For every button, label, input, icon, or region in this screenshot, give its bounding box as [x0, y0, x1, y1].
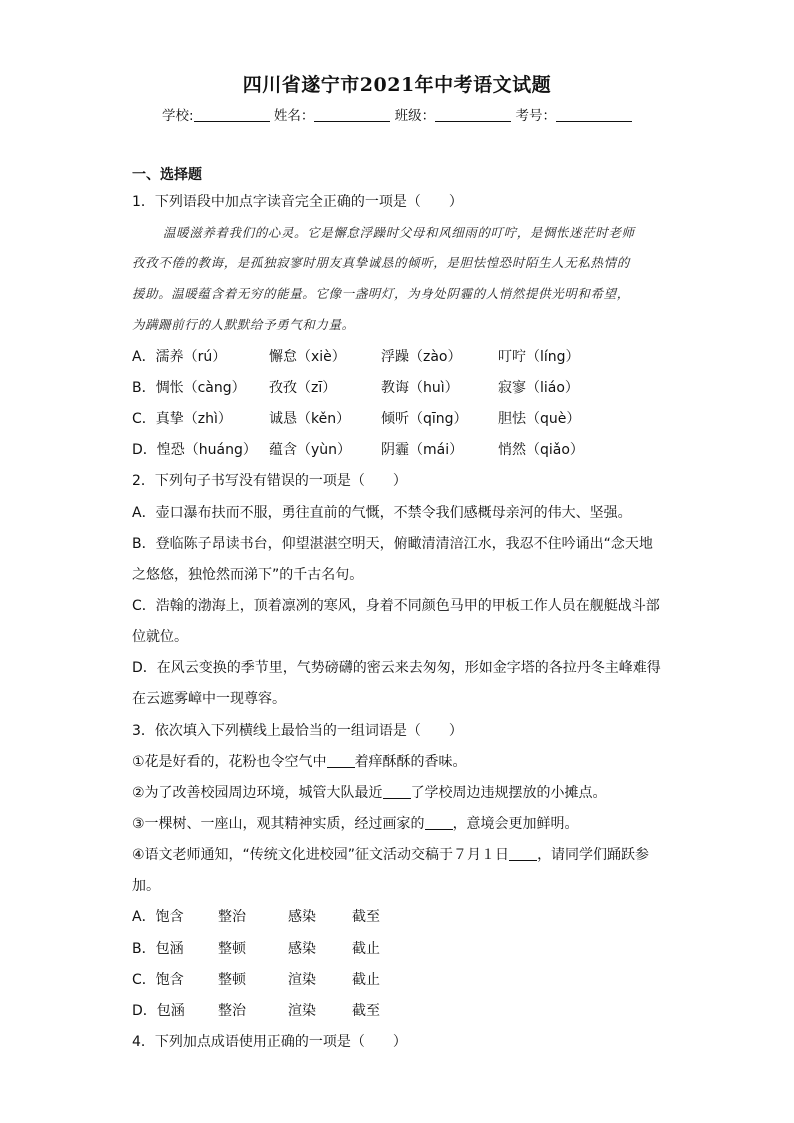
q1-passage-line: 孜孜不倦的教诲，是孤独寂寥时朋友真挚诚恳的倾听，是胆怯惶恐时陌生人无私热情的 [132, 255, 630, 270]
q3-sentence-2: ②为了改善校园周边环境，城管大队最近 了学校周边违规摆放的小摊点。 [132, 785, 607, 801]
question-1-stem: 1．下列语段中加点字读音完全正确的一项是（ ） [132, 194, 463, 210]
q3-option-d[interactable]: D．包涵 整治 渲染 截至 [132, 1003, 380, 1019]
question-3-stem: 3．依次填入下列横线上最恰当的一组词语是（ ） [132, 723, 463, 739]
q2-option-a[interactable]: A．壶口瀑布扶而不服，勇往直前的气慨，不禁令我们感概母亲河的伟大、坚强。 [132, 505, 632, 521]
q3-option-c[interactable]: C．饱含 整顿 渲染 截止 [132, 972, 380, 988]
exam-number-label: 考号： [515, 108, 556, 124]
q3-option-a[interactable]: A．饱含 整治 感染 截至 [132, 909, 380, 925]
fill-blank[interactable] [383, 785, 411, 799]
q1-option-c[interactable]: C．真挚（zhì） 诚恳（kěn） 倾听（qīng） 胆怯（què） [132, 411, 581, 427]
question-4-stem: 4．下列加点成语使用正确的一项是（ ） [132, 1034, 407, 1050]
school-label: 学校: [162, 108, 194, 124]
exam-number-blank[interactable] [556, 107, 632, 122]
q1-passage-line: 为蹒跚前行的人默默给予勇气和力量。 [132, 317, 355, 332]
class-label: 班级： [394, 108, 436, 124]
q2-option-d-cont: 在云遮雾嶂中一现尊容。 [132, 691, 286, 707]
question-2-stem: 2．下列句子书写没有错误的一项是（ ） [132, 473, 407, 489]
q1-passage-line: 温暖滋养着我们的心灵。它是懈怠浮躁时父母和风细雨的叮咛，是惆怅迷茫时老师 [163, 225, 635, 240]
q1-option-d[interactable]: D．惶恐（huáng） 蕴含（yùn） 阴霾（mái） 悄然（qiǎo） [132, 442, 584, 458]
q2-option-c-cont: 位就位。 [132, 629, 188, 645]
q2-option-d[interactable]: D．在风云变换的季节里，气势磅礴的密云来去匆匆，形如金字塔的各拉丹冬主峰难得 [132, 660, 661, 676]
fill-blank[interactable] [509, 847, 537, 861]
school-blank[interactable] [194, 107, 270, 122]
q2-option-c[interactable]: C．浩翰的渤海上，顶着凛冽的寒风，身着不同颜色马甲的甲板工作人员在舰艇战斗部 [132, 598, 660, 614]
class-blank[interactable] [435, 107, 511, 122]
q1-option-a[interactable]: A．濡养（rú） 懈怠（xiè） 浮躁（zào） 叮咛（líng） [132, 349, 580, 365]
page-title: 四川省遂宁市2021年中考语文试题 [242, 74, 552, 96]
q3-sentence-1: ①花是好看的，花粉也令空气中 着痒酥酥的香味。 [132, 754, 467, 770]
q1-passage-line: 援助。温暖蕴含着无穷的能量。它像一盏明灯，为身处阴霾的人悄然提供光明和希望， [132, 286, 630, 301]
q3-sentence-4: ④语文老师通知，“传统文化进校园”征文活动交稿于７月１日 ，请同学们踊跃参 [132, 847, 650, 863]
fill-blank[interactable] [425, 816, 453, 830]
section-heading: 一、选择题 [132, 167, 202, 183]
name-blank[interactable] [314, 107, 390, 122]
q1-option-b[interactable]: B．惆怅（càng） 孜孜（zī） 教诲（huì） 寂寥（liáo） [132, 380, 579, 396]
name-label: 姓名： [273, 108, 315, 124]
student-info-line [162, 104, 632, 124]
q2-option-b-cont: 之悠悠，独怆然而涕下”的千古名句。 [132, 567, 364, 583]
q3-sentence-4-cont: 加。 [132, 878, 160, 894]
fill-blank[interactable] [327, 754, 355, 768]
q3-option-b[interactable]: B．包涵 整顿 感染 截止 [132, 941, 380, 957]
q2-option-b[interactable]: B．登临陈子昂读书台，仰望湛湛空明天，俯瞰清清涪江水，我忍不住吟诵出“念天地 [132, 536, 653, 552]
q3-sentence-3: ③一棵树、一座山，观其精神实质，经过画家的 ，意境会更加鲜明。 [132, 816, 579, 832]
